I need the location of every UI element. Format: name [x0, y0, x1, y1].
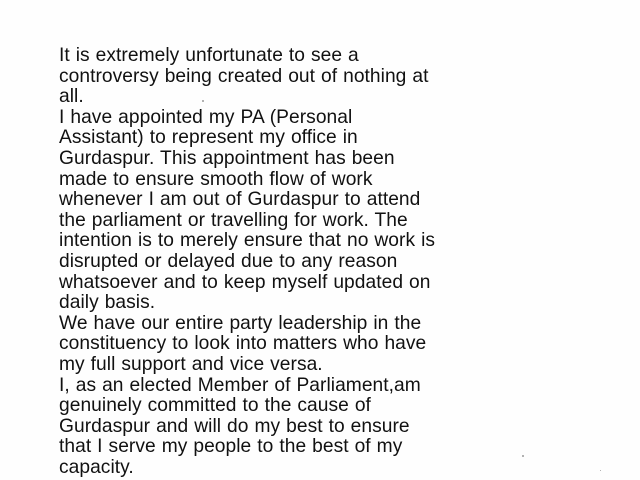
text-line: made to ensure smooth flow of work	[59, 168, 373, 190]
text-line: It is extremely unfortunate to see a	[59, 45, 359, 66]
text-line: my full support and vice versa.	[59, 353, 323, 375]
text-line: genuinely committed to the cause of	[59, 395, 371, 417]
text-line: Assistant) to represent my office in	[59, 127, 358, 149]
text-line: Gurdaspur. This appointment has been	[59, 147, 395, 169]
text-line: I, as an elected Member of Parliament,am	[59, 374, 421, 396]
text-line: disrupted or delayed due to any reason	[59, 250, 398, 272]
text-line: We have our entire party leadership in the	[59, 312, 422, 334]
text-line: whenever I am out of Gurdaspur to attend	[59, 189, 421, 211]
text-line: whatsoever and to keep myself updated on	[59, 271, 431, 293]
scan-speck	[600, 470, 601, 471]
text-line: I have appointed my PA (Personal	[59, 106, 353, 128]
text-line: intention is to merely ensure that no work is	[59, 230, 436, 252]
text-line: Gurdaspur and will do my best to ensure	[59, 415, 410, 437]
text-line: daily basis.	[59, 292, 156, 314]
statement-text	[59, 46, 619, 478]
scan-speck	[202, 100, 204, 102]
text-line: that I serve my people to the best of my	[59, 436, 403, 458]
text-line: all.	[59, 86, 84, 108]
text-line: capacity.	[59, 456, 134, 478]
text-line: controversy being created out of nothing at	[59, 65, 429, 87]
text-line: the parliament or travelling for work. The	[59, 209, 408, 231]
scan-speck	[522, 455, 524, 457]
text-line: constituency to look into matters who have	[59, 333, 427, 355]
